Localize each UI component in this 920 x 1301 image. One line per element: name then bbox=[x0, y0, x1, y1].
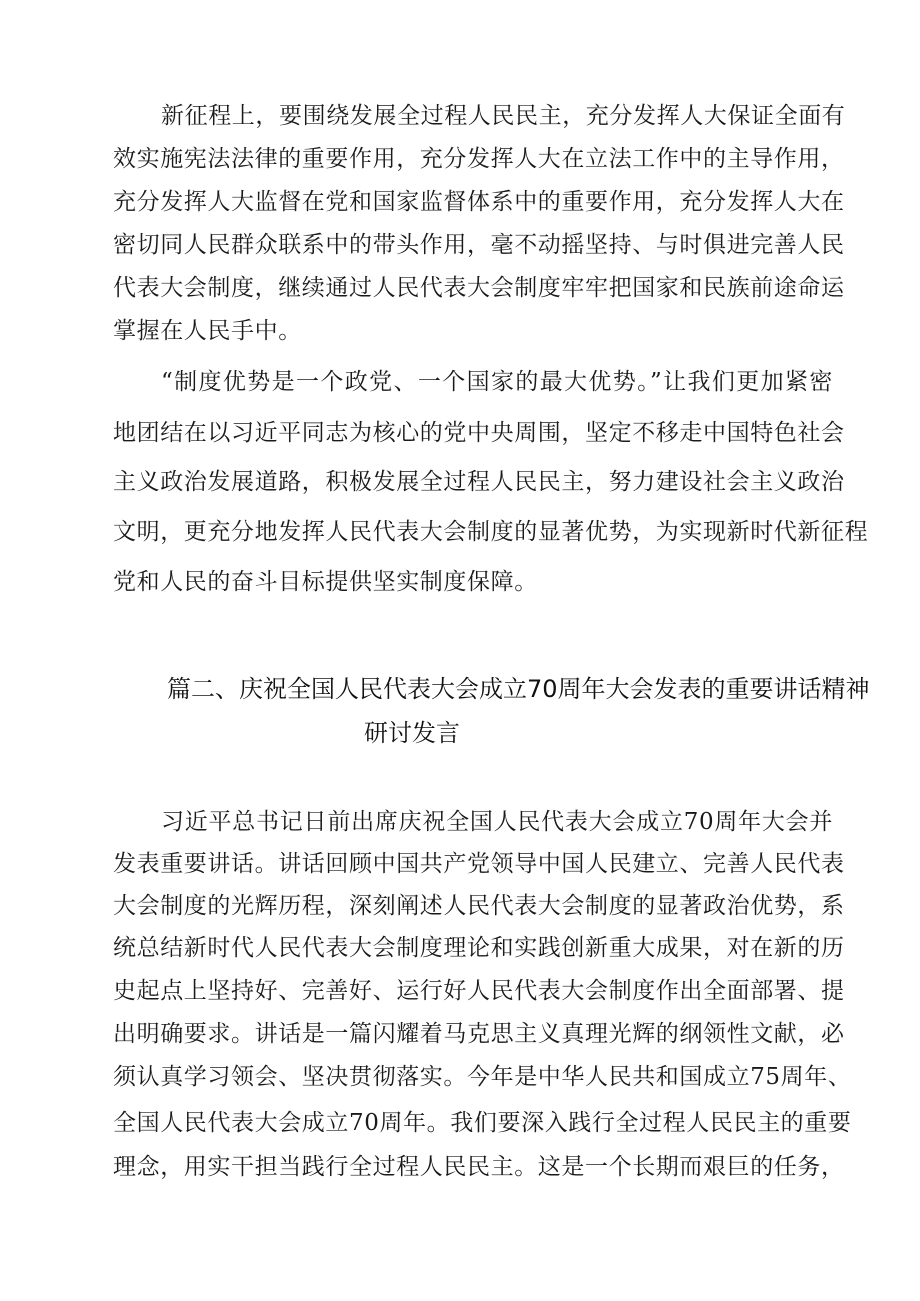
paragraph-line: 发表重要讲话。讲话回顾中国共产党领导中国人民建立、完善人民代表 bbox=[113, 851, 845, 877]
paragraph-line: 须认真学习领会、坚决贯彻落实。今年是中华人民共和国成立75周年、 bbox=[113, 1064, 852, 1090]
paragraph-line: 统总结新时代人民代表大会制度理论和实践创新重大成果，对在新的历 bbox=[113, 935, 845, 961]
paragraph-line: 充分发挥人大监督在党和国家监督体系中的重要作用，充分发挥人大在 bbox=[113, 189, 845, 215]
section-heading-line-2: 研讨发言 bbox=[364, 719, 460, 747]
paragraph-line: 掌握在人民手中。 bbox=[113, 318, 302, 344]
section-heading-line-1: 篇二、庆祝全国人民代表大会成立70周年大会发表的重要讲话精神 bbox=[167, 675, 870, 703]
paragraph-line: 理念，用实干担当践行全过程人民民主。这是一个长期而艰巨的任务， bbox=[113, 1154, 845, 1180]
paragraph-line: 新征程上，要围绕发展全过程人民民主，充分发挥人大保证全面有 bbox=[161, 103, 846, 129]
paragraph-line: 密切同人民群众联系中的带头作用，毫不动摇坚持、与时俱进完善人民 bbox=[113, 232, 845, 258]
paragraph-line: 代表大会制度，继续通过人民代表大会制度牢牢把国家和民族前途命运 bbox=[113, 275, 845, 301]
paragraph-line: 史起点上坚持好、完善好、运行好人民代表大会制度作出全面部署、提 bbox=[113, 978, 845, 1004]
paragraph-line: 出明确要求。讲话是一篇闪耀着马克思主义真理光辉的纲领性文献，必 bbox=[113, 1021, 845, 1047]
paragraph-line: 习近平总书记日前出席庆祝全国人民代表大会成立70周年大会并 bbox=[161, 809, 833, 835]
paragraph-line: 党和人民的奋斗目标提供坚实制度保障。 bbox=[113, 569, 538, 595]
paragraph-line: 文明，更充分地发挥人民代表大会制度的显著优势，为实现新时代新征程 bbox=[113, 519, 869, 545]
paragraph-line: 地团结在以习近平同志为核心的党中央周围，坚定不移走中国特色社会 bbox=[113, 420, 845, 446]
paragraph-line: 大会制度的光辉历程，深刻阐述人民代表大会制度的显著政治优势，系 bbox=[113, 893, 845, 919]
paragraph-line: 主义政治发展道路，积极发展全过程人民民主，努力建设社会主义政治 bbox=[113, 469, 845, 495]
paragraph-line: 全国人民代表大会成立70周年。我们要深入践行全过程人民民主的重要 bbox=[113, 1110, 852, 1136]
paragraph-line: “制度优势是一个政党、一个国家的最大优势。”让我们更加紧密 bbox=[161, 369, 833, 395]
paragraph-line: 效实施宪法法律的重要作用，充分发挥人大在立法工作中的主导作用， bbox=[113, 146, 845, 172]
